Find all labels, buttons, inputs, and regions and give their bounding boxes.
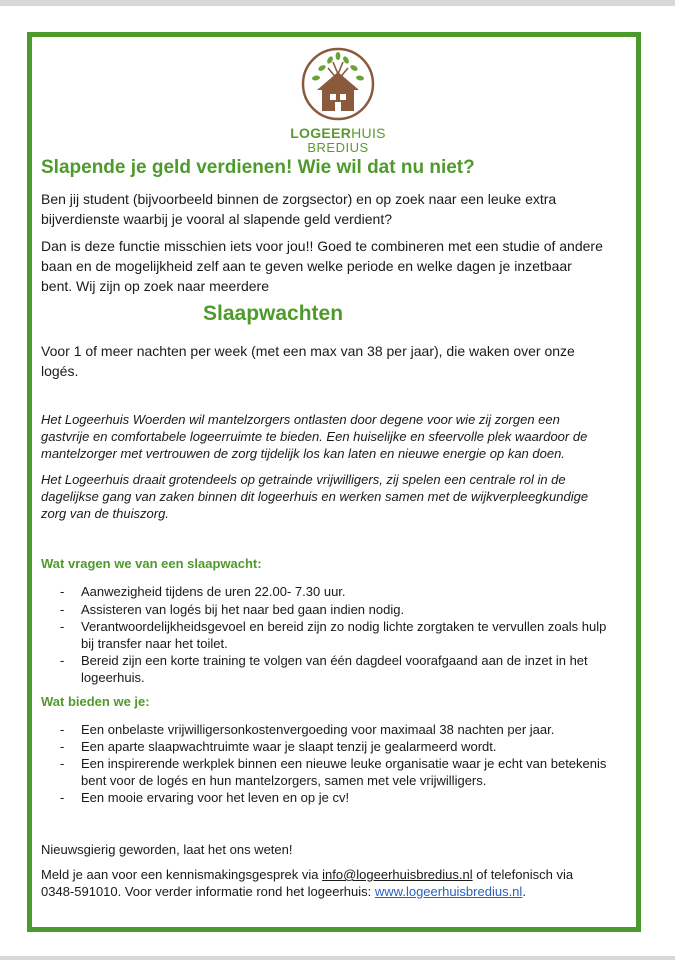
website-link[interactable]: www.logeerhuisbredius.nl	[374, 884, 523, 899]
house-with-tree-icon	[300, 46, 376, 122]
role-desc-line1: Voor 1 of meer nachten per week (met een max van 38 per jaar), die waken over onze	[41, 343, 575, 359]
intro-p2-line1: Dan is deze functie misschien iets voor jou!! Goed te combineren met een studie of andere	[41, 238, 603, 254]
about-p1-line1: Het Logeerhuis Woerden wil mantelzorgers ontlasten door degene voor wie zij zorgen een	[41, 412, 560, 427]
closing-curious: Nieuwsgierig geworden, laat het ons weten!	[41, 842, 293, 857]
headline: Slapende je geld verdienen! Wie wil dat nu niet?	[41, 157, 475, 178]
logo-name: LOGEERHUIS	[290, 125, 386, 141]
intro-p1-line1: Ben jij student (bijvoorbeeld binnen de zorgsector) en op zoek naar een leuke extra	[41, 191, 557, 207]
offers-heading: Wat bieden we je:	[41, 694, 150, 709]
intro-p2-line2: baan en de mogelijkheid zelf aan te geven welke periode en welke dagen je inzetbaar	[41, 258, 572, 274]
about-p2-line1: Het Logeerhuis draait grotendeels op getrainde vrijwilligers, zij spelen een centrale rol in de	[41, 472, 566, 487]
role-desc-line2: logés.	[41, 363, 79, 379]
email-link[interactable]: info@logeerhuisbredius.nl	[322, 867, 473, 882]
role-title: Slaapwachten	[203, 302, 344, 325]
about-p2-line2: dagelijkse gang van zaken binnen dit logeerhuis en werken samen met de wijkverpleegkundige	[41, 489, 589, 504]
contact-line1: Meld je aan voor een kennismakingsgesprek via info@logeerhuisbredius.nl of telefonisch via	[41, 867, 574, 882]
intro-p2-line3: bent. Wij zijn op zoek naar meerdere	[41, 278, 269, 294]
logo	[288, 46, 388, 155]
about-p2-line3: zorg van de thuiszorg.	[41, 506, 169, 521]
contact-line2: 0348-591010. Voor verder informatie rond het logeerhuis: www.logeerhuisbredius.nl.	[41, 884, 526, 899]
asks-heading: Wat vragen we van een slaapwacht:	[41, 556, 262, 571]
intro-p1-line2: bijverdienste waarbij je vooral al slapende geld verdient?	[41, 211, 392, 227]
about-p1-line2: gastvrije en comfortabele logeerruimte te bieden. Een huiselijke en sfeervolle plek waardoor de	[41, 429, 588, 444]
logo-subtitle: BREDIUS	[307, 140, 369, 155]
about-p1-line3: mantelzorger met vertrouwen de zorg tijdelijk los kan laten en nieuwe energie op kan doen.	[41, 446, 565, 461]
flyer-page: LOGEERHUIS BREDIUS Slapende je geld verdienen! Wie wil dat nu niet? Ben jij student (bijvoorbeeld binnen de zorgsector) en op zoek naar een leuke extra bijverdienste waarbij je vooral al slapende geld verdient? Dan is deze functie misschien iets voor jou!! Goed te combineren met een studie of andere baan en de mogelijkheid zelf aan te geven welke periode en welke dagen je inzetbaar bent. Wij zijn op zoek naar meerdere Slaapwachten Voor 1 of meer nachten per week (met een max van 38 per jaar), die waken over onze logés. Het Logeerhuis Woerden wil mantelzorgers ontlasten door degene voor wie zij zorgen een gastvrije en comfortabele logeerruimte te bieden. Een huiselijke en sfeervolle plek waardoor de mantelzorger met vertrouwen de zorg tijdelijk los kan laten en nieuwe energie op kan doen. Het Logeerhuis draait grotendeels op getrainde vrijwilligers, zij spelen een centrale rol in de dagelijkse gang van zaken binnen dit logeerhuis en werken samen met de wijkverpleegkundige zorg van de thuiszorg. Wat vragen we van een slaapwacht: - Aanwezigheid tijdens de uren 22.00- 7.30 uur. - Assisteren van logés bij het naar bed gaan indien nodig. - Verantwoordelijkheidsgevoel en bereid zijn zo nodig lichte zorgtaken te vervullen zoals hulp bij transfer naar het toilet. - Bereid zijn een korte training te volgen van één dagdeel voorafgaand aan de inzet in het logeerhuis. Wat bieden we je: - Een onbelaste vrijwilligersonkostenvergoeding voor maximaal 38 nachten per jaar. - Een aparte slaapwachtruimte waar je slaapt tenzij je gealarmeerd wordt. - Een inspirerende werkplek binnen een nieuwe leuke organisatie waar je echt van betekenis bent voor de logés en hun mantelzorgers, samen met vele vrijwilligers. - Een mooie ervaring voor het leven en op je cv! Nieuwsgierig geworden, laat het ons weten! Meld je aan voor een kennismakingsgesprek via info@logeerhuisbredius.nl of telefonisch via 0348-591010. Voor verder informatie rond het logeerhuis: www.logeerhuisbredius.nl.	[0, 6, 675, 956]
